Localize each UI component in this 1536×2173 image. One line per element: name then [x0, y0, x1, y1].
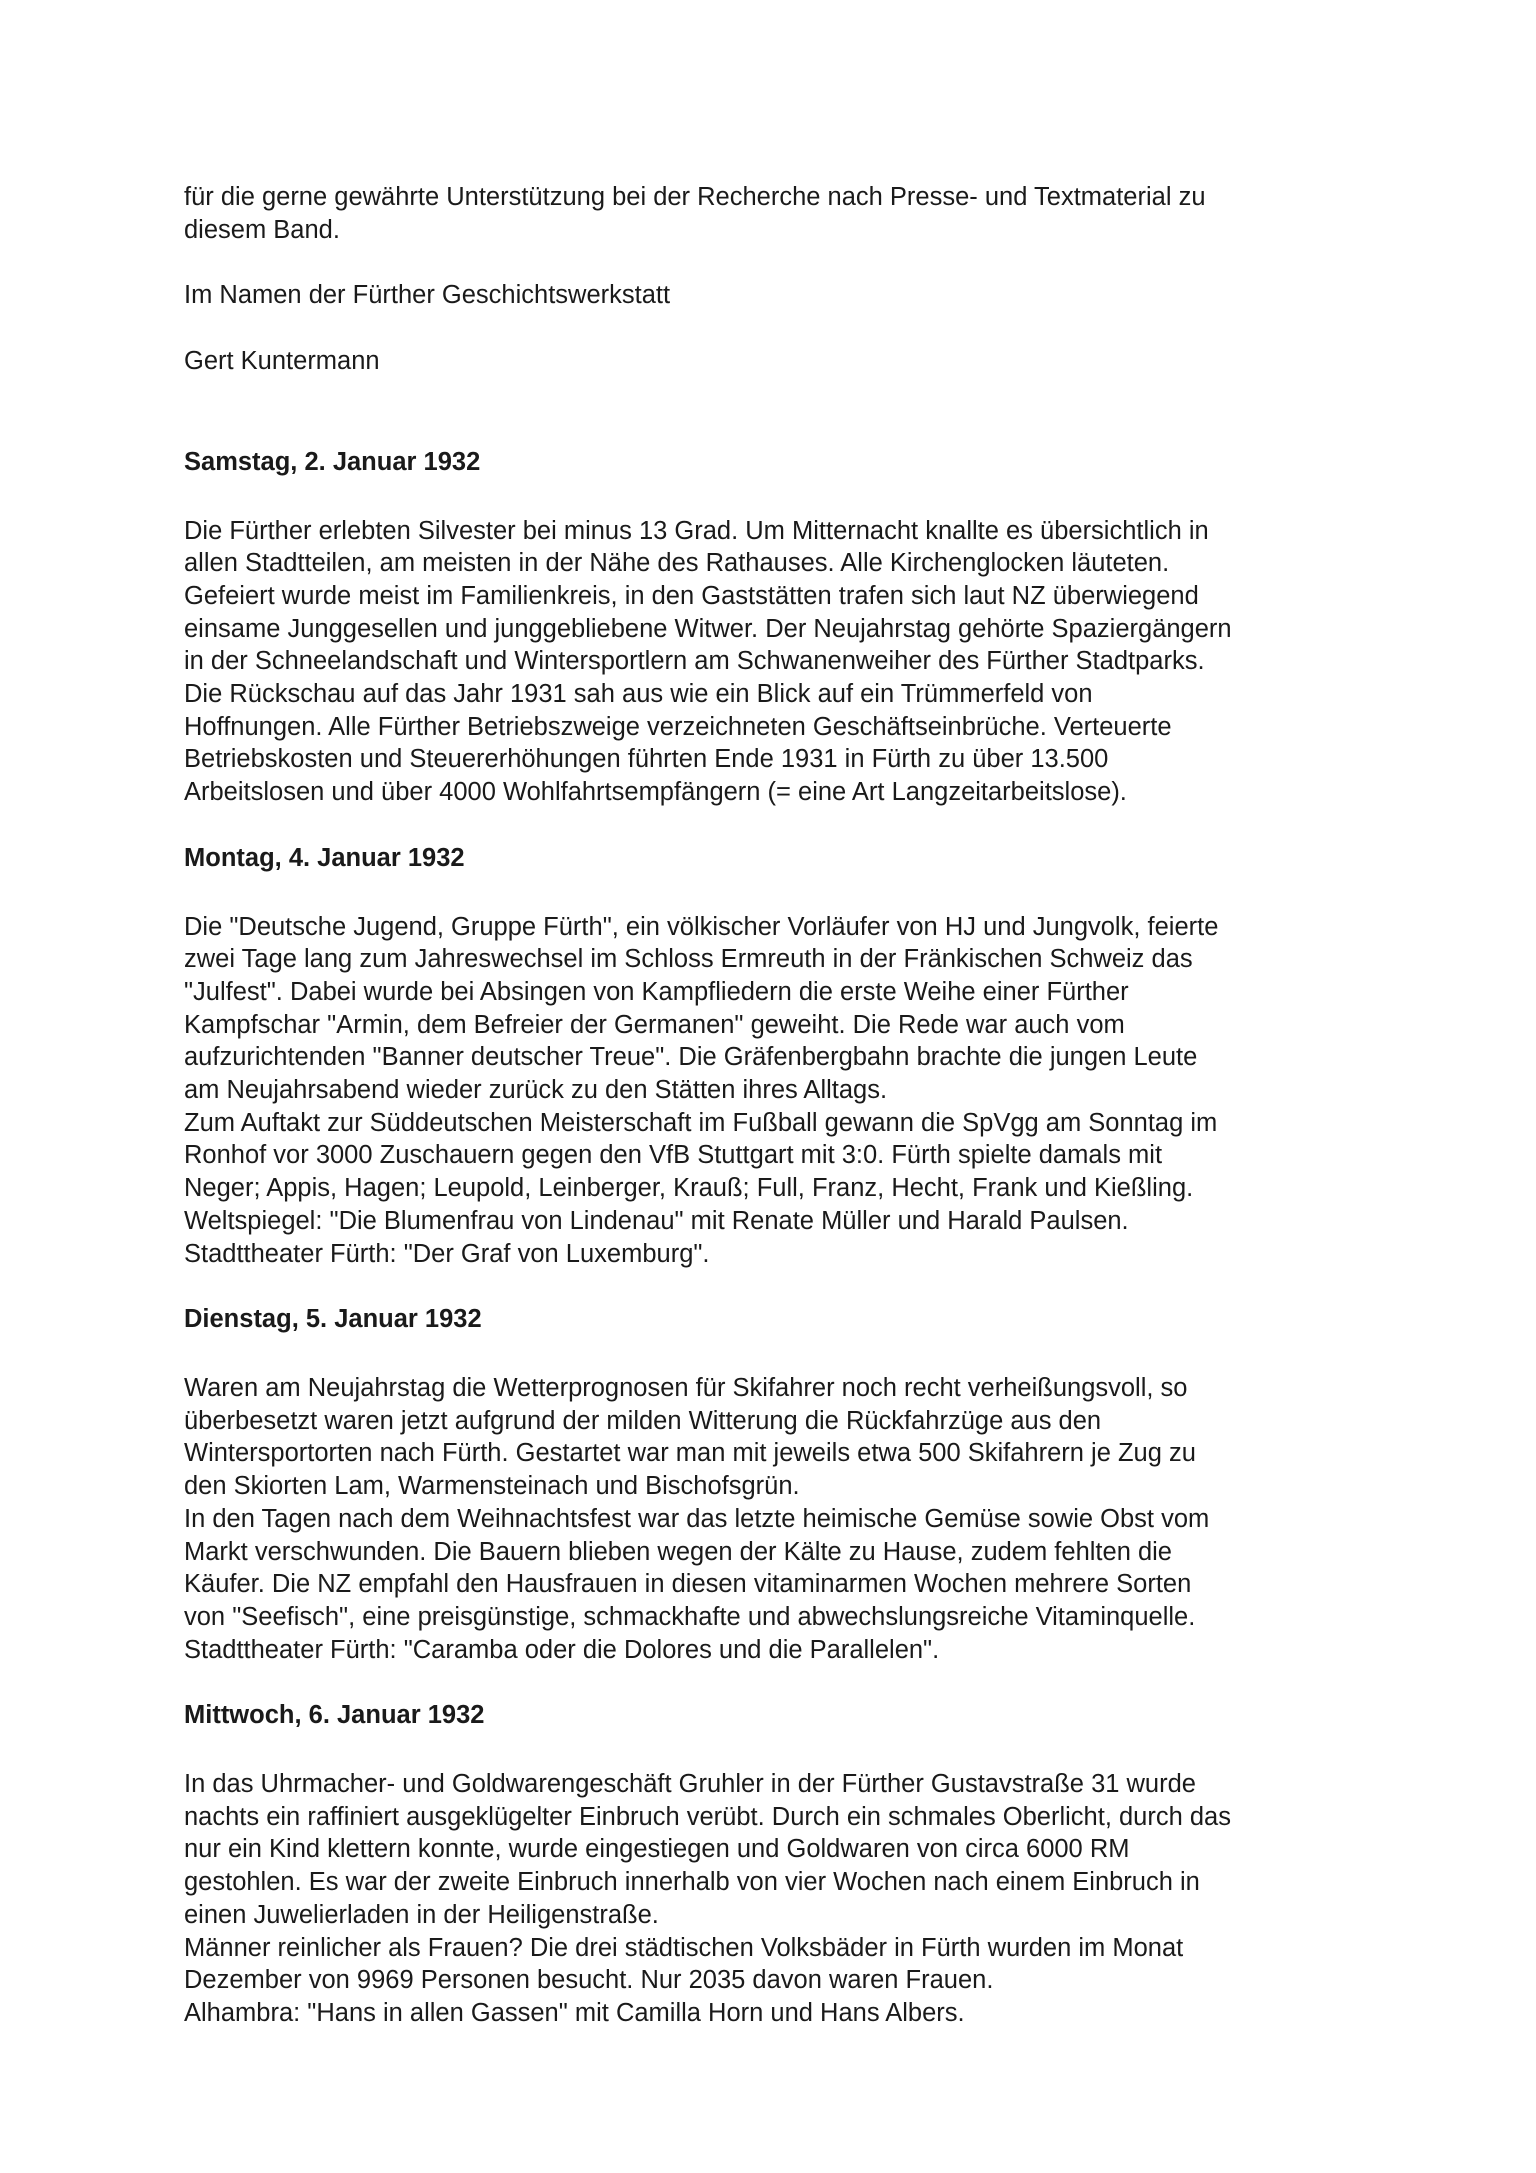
entry-line: Die "Deutsche Jugend, Gruppe Fürth", ein völkischer Vorläufer von HJ und Jungvolk, feierte [184, 912, 1219, 941]
entry-heading: Dienstag, 5. Januar 1932 [184, 1305, 482, 1334]
entry-line: gestohlen. Es war der zweite Einbruch innerhalb von vier Wochen nach einem Einbruch in [184, 1868, 1200, 1897]
entry-line: Hoffnungen. Alle Fürther Betriebszweige verzeichneten Geschäftseinbrüche. Verteuerte [184, 712, 1172, 741]
on-behalf-line: Im Namen der Fürther Geschichtswerkstatt [184, 281, 671, 310]
entry-line: von "Seefisch", eine preisgünstige, schmackhafte und abwechslungsreiche Vitaminquelle. [184, 1602, 1196, 1631]
entry-line: Wintersportorten nach Fürth. Gestartet war man mit jeweils etwa 500 Skifahrern je Zug zu [184, 1439, 1196, 1468]
intro-line-2: diesem Band. [184, 215, 340, 244]
entry-line: Die Rückschau auf das Jahr 1931 sah aus wie ein Blick auf ein Trümmerfeld von [184, 680, 1093, 709]
entry-line: Betriebskosten und Steuererhöhungen führten Ende 1931 in Fürth zu über 13.500 [184, 745, 1109, 774]
entry-4-januar [184, 842, 1374, 1270]
entry-line: allen Stadtteilen, am meisten in der Nähe des Rathauses. Alle Kirchenglocken läuteten. [184, 549, 1170, 578]
entry-line: In den Tagen nach dem Weihnachtsfest war das letzte heimische Gemüse sowie Obst vom [184, 1504, 1210, 1533]
document-page [184, 181, 1374, 2030]
entry-line: Waren am Neujahrstag die Wetterprognosen für Skifahrer noch recht verheißungsvoll, so [184, 1373, 1188, 1402]
entry-line: Neger; Appis, Hagen; Leupold, Leinberger, Krauß; Full, Franz, Hecht, Frank und Kießling. [184, 1174, 1194, 1203]
entry-line: einen Juwelierladen in der Heiligenstraße. [184, 1900, 659, 1929]
signature-line: Gert Kuntermann [184, 347, 380, 376]
entry-line: in der Schneelandschaft und Wintersportlern am Schwanenweiher des Fürther Stadtparks. [184, 647, 1205, 676]
entry-line: Männer reinlicher als Frauen? Die drei städtischen Volksbäder in Fürth wurden im Monat [184, 1933, 1184, 1962]
entry-line: Markt verschwunden. Die Bauern blieben wegen der Kälte zu Hause, zudem fehlten die [184, 1537, 1172, 1566]
entry-line: Gefeiert wurde meist im Familienkreis, in den Gaststätten trafen sich laut NZ überwiegend [184, 581, 1199, 610]
entry-line: den Skiorten Lam, Warmensteinach und Bischofsgrün. [184, 1472, 800, 1501]
entry-line: "Julfest". Dabei wurde bei Absingen von Kampfliedern die erste Weihe einer Fürther [184, 977, 1129, 1006]
entry-line: nachts ein raffiniert ausgeklügelter Einbruch verübt. Durch ein schmales Oberlicht, durch das [184, 1802, 1231, 1831]
entry-line: am Neujahrsabend wieder zurück zu den Stätten ihres Alltags. [184, 1076, 888, 1105]
entry-line: einsame Junggesellen und junggebliebene Witwer. Der Neujahrstag gehörte Spaziergängern [184, 614, 1232, 643]
entry-line: Dezember von 9969 Personen besucht. Nur 2035 davon waren Frauen. [184, 1966, 994, 1995]
entry-line: Käufer. Die NZ empfahl den Hausfrauen in diesen vitaminarmen Wochen mehrere Sorten [184, 1570, 1192, 1599]
entry-line: nur ein Kind klettern konnte, wurde eingestiegen und Goldwaren von circa 6000 RM [184, 1835, 1130, 1864]
entry-heading: Montag, 4. Januar 1932 [184, 843, 465, 872]
entry-line: aufzurichtenden "Banner deutscher Treue". Die Gräfenbergbahn brachte die jungen Leute [184, 1043, 1198, 1072]
entry-6-januar [184, 1699, 1374, 2029]
entry-line: überbesetzt waren jetzt aufgrund der milden Witterung die Rückfahrzüge aus den [184, 1406, 1102, 1435]
entry-line: Weltspiegel: "Die Blumenfrau von Lindenau" mit Renate Müller und Harald Paulsen. [184, 1206, 1129, 1235]
entry-line: Zum Auftakt zur Süddeutschen Meisterschaft im Fußball gewann die SpVgg am Sonntag im [184, 1108, 1218, 1137]
entry-line: Stadttheater Fürth: "Der Graf von Luxemburg". [184, 1239, 710, 1268]
entry-heading: Mittwoch, 6. Januar 1932 [184, 1701, 485, 1730]
entry-line: Alhambra: "Hans in allen Gassen" mit Camilla Horn und Hans Albers. [184, 1998, 965, 2027]
entry-line: Stadttheater Fürth: "Caramba oder die Dolores und die Parallelen". [184, 1635, 940, 1664]
entry-5-januar [184, 1303, 1374, 1666]
entry-line: Die Fürther erlebten Silvester bei minus 13 Grad. Um Mitternacht knallte es übersichtlich in [184, 516, 1209, 545]
entry-line: Ronhof vor 3000 Zuschauern gegen den VfB Stuttgart mit 3:0. Fürth spielte damals mit [184, 1141, 1163, 1170]
intro-line-1: für die gerne gewährte Unterstützung bei der Recherche nach Presse- und Textmaterial zu [184, 183, 1206, 211]
entry-2-januar [184, 446, 1374, 809]
entry-line: In das Uhrmacher- und Goldwarengeschäft Gruhler in der Fürther Gustavstraße 31 wurde [184, 1770, 1196, 1799]
entry-line: Arbeitslosen und über 4000 Wohlfahrtsempfängern (= eine Art Langzeitarbeitslose). [184, 778, 1127, 807]
entry-line: Kampfschar "Armin, dem Befreier der Germanen" geweiht. Die Rede war auch vom [184, 1010, 1125, 1039]
entry-line: zwei Tage lang zum Jahreswechsel im Schloss Ermreuth in der Fränkischen Schweiz das [184, 945, 1193, 974]
entry-heading: Samstag, 2. Januar 1932 [184, 447, 481, 476]
